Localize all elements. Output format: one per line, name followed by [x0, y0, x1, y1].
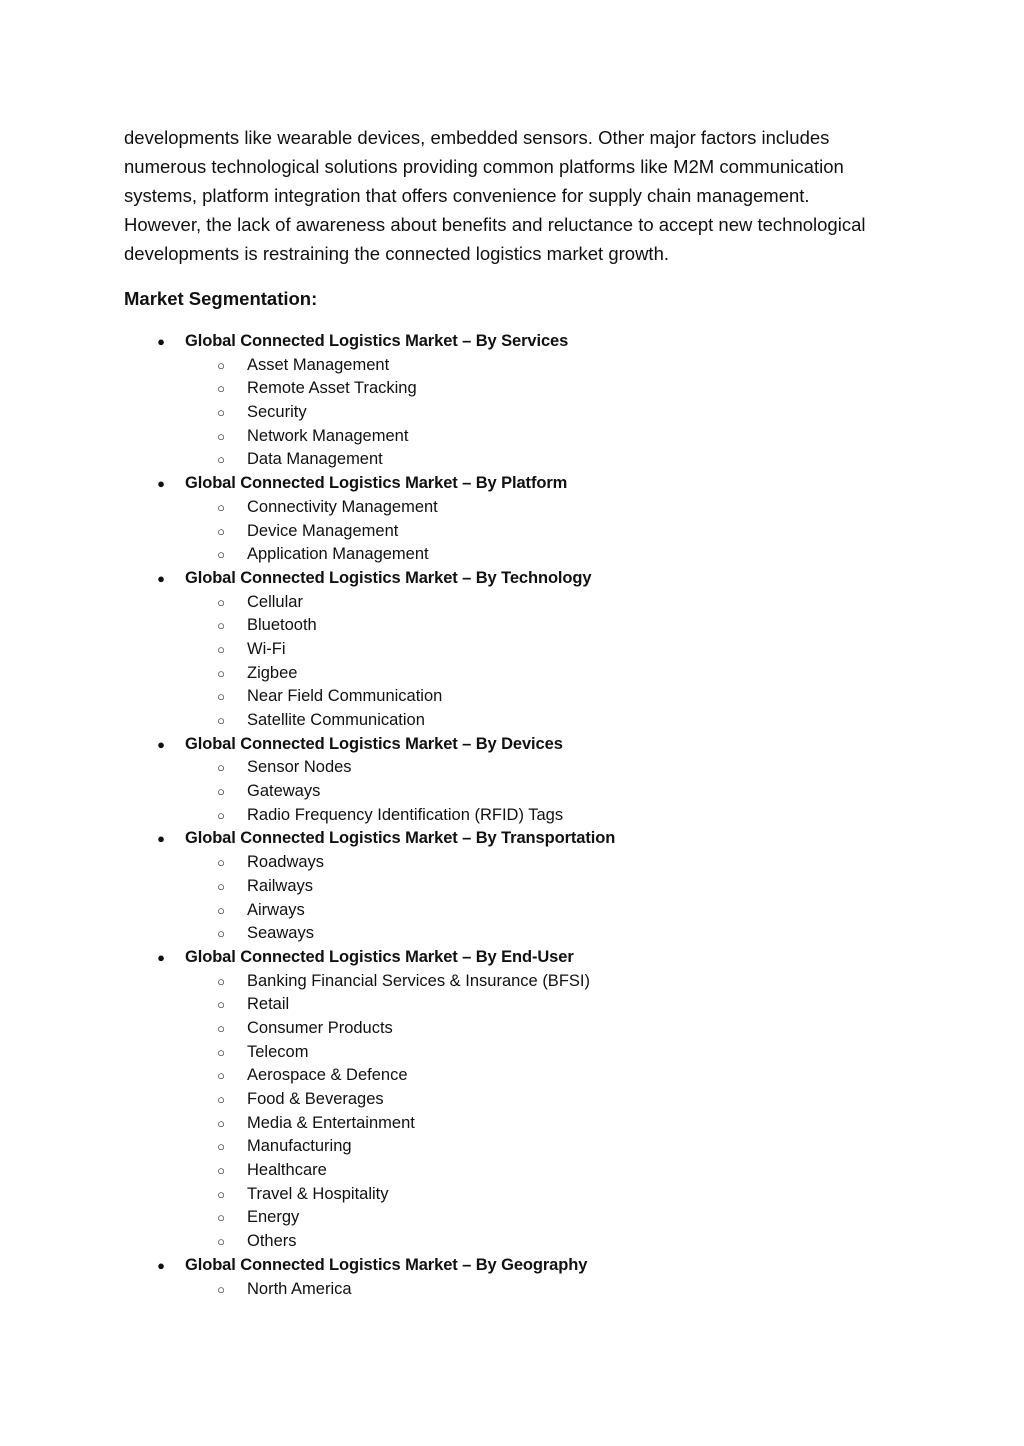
- bullet-circle-icon: ○: [217, 902, 225, 918]
- bullet-circle-icon: ○: [217, 618, 225, 634]
- bullet-dot-icon: ●: [157, 1257, 165, 1273]
- list-item-label: Energy: [247, 1208, 300, 1227]
- bullet-circle-icon: ○: [217, 1092, 225, 1107]
- bullet-dot-icon: ●: [157, 949, 165, 965]
- list-item-label: Connectivity Management: [247, 497, 438, 516]
- segment-sub-list: [0, 354, 1024, 472]
- list-item-label: Cellular: [247, 592, 303, 611]
- bullet-circle-icon: ○: [217, 381, 225, 397]
- segment-group: [0, 946, 1024, 1254]
- list-item-label: Network Management: [247, 426, 409, 445]
- segment-sub-list: [0, 496, 1024, 567]
- list-item-label: Device Management: [247, 521, 399, 540]
- list-item: [0, 970, 1024, 994]
- list-item-label: Data Management: [247, 450, 383, 469]
- bullet-circle-icon: ○: [217, 428, 225, 444]
- list-item-label: Telecom: [247, 1042, 309, 1061]
- bullet-circle-icon: ○: [217, 1044, 225, 1060]
- list-item-label: Retail: [247, 995, 290, 1014]
- list-item-label: Zigbee: [247, 663, 298, 682]
- bullet-circle-icon: ○: [217, 1234, 225, 1250]
- list-item: [0, 1112, 1024, 1136]
- bullet-circle-icon: ○: [217, 499, 225, 515]
- list-item: [0, 591, 1024, 615]
- segment-title-row: [0, 567, 1024, 591]
- list-item: [0, 425, 1024, 449]
- list-item-label: Wi-Fi: [247, 639, 286, 658]
- list-item-label: Seaways: [247, 924, 314, 943]
- segment-title-row: [0, 1254, 1024, 1278]
- list-item: [0, 1206, 1024, 1230]
- segment-group: [0, 733, 1024, 828]
- segmentation-list: [0, 330, 1024, 1301]
- intro-line: numerous technological solutions providing common platforms like M2M communication: [124, 156, 844, 177]
- bullet-dot-icon: ●: [157, 831, 165, 847]
- bullet-dot-icon: ●: [157, 334, 165, 349]
- bullet-dot-icon: ●: [157, 570, 165, 586]
- list-item-label: Consumer Products: [247, 1018, 393, 1037]
- segment-sub-list: [0, 851, 1024, 946]
- segment-group: [0, 1254, 1024, 1301]
- bullet-circle-icon: ○: [217, 713, 225, 728]
- segment-title-row: [0, 472, 1024, 496]
- segment-group: [0, 330, 1024, 472]
- list-item: [0, 1064, 1024, 1088]
- list-item: [0, 780, 1024, 804]
- list-item: [0, 1135, 1024, 1159]
- segment-sub-list: [0, 970, 1024, 1254]
- list-item: [0, 922, 1024, 946]
- intro-line: systems, platform integration that offers convenience for supply chain management.: [124, 185, 810, 206]
- list-item: [0, 804, 1024, 828]
- list-item-label: Railways: [247, 876, 314, 895]
- list-item: [0, 662, 1024, 686]
- bullet-circle-icon: ○: [217, 760, 225, 776]
- bullet-circle-icon: ○: [217, 878, 225, 894]
- segment-sub-list: [0, 1278, 1024, 1302]
- list-item: [0, 1017, 1024, 1041]
- list-item-label: Application Management: [247, 545, 429, 564]
- intro-line: developments like wearable devices, embedded sensors. Other major factors includes: [124, 127, 830, 148]
- intro-line: developments is restraining the connected logistics market growth.: [124, 243, 669, 264]
- list-item-label: Healthcare: [247, 1161, 327, 1180]
- list-item: [0, 1159, 1024, 1183]
- list-item-label: Radio Frequency Identification (RFID) Tags: [247, 805, 564, 824]
- list-item: [0, 520, 1024, 544]
- bullet-circle-icon: ○: [217, 1163, 225, 1179]
- list-item: [0, 543, 1024, 567]
- list-item-label: Sensor Nodes: [247, 758, 352, 777]
- list-item: [0, 496, 1024, 520]
- list-item-label: Banking Financial Services & Insurance (BFSI): [247, 971, 590, 990]
- bullet-dot-icon: ●: [157, 476, 165, 492]
- list-item: [0, 1088, 1024, 1112]
- list-item-label: Remote Asset Tracking: [247, 379, 417, 398]
- segment-title-row: [0, 330, 1024, 354]
- bullet-circle-icon: ○: [217, 1068, 225, 1084]
- list-item-label: Asset Management: [247, 355, 390, 374]
- bullet-circle-icon: ○: [217, 807, 225, 823]
- bullet-circle-icon: ○: [217, 689, 225, 705]
- bullet-circle-icon: ○: [217, 973, 225, 989]
- segment-sub-list: [0, 756, 1024, 827]
- section-heading: Market Segmentation:: [124, 288, 318, 309]
- segment-title-row: [0, 946, 1024, 970]
- list-item: [0, 756, 1024, 780]
- list-item-label: Media & Entertainment: [247, 1113, 415, 1132]
- bullet-circle-icon: ○: [217, 594, 225, 610]
- bullet-circle-icon: ○: [217, 641, 225, 657]
- segment-title-row: [0, 827, 1024, 851]
- bullet-circle-icon: ○: [217, 405, 225, 421]
- intro-paragraph: [124, 123, 904, 268]
- list-item-label: Airways: [247, 900, 305, 919]
- list-item-label: Others: [247, 1232, 297, 1251]
- list-item: [0, 354, 1024, 378]
- list-item-label: Bluetooth: [247, 616, 317, 635]
- bullet-circle-icon: ○: [217, 1186, 225, 1202]
- list-item-label: Aerospace & Defence: [247, 1066, 408, 1085]
- list-item-label: Security: [247, 403, 307, 422]
- list-item-label: Roadways: [247, 853, 325, 872]
- bullet-dot-icon: ●: [157, 736, 165, 752]
- bullet-circle-icon: ○: [217, 523, 225, 539]
- segment-group: [0, 567, 1024, 733]
- segment-title: Global Connected Logistics Market – By Transportation: [185, 829, 616, 848]
- intro-line: However, the lack of awareness about benefits and reluctance to accept new technological: [124, 214, 866, 235]
- list-item: [0, 614, 1024, 638]
- bullet-circle-icon: ○: [217, 926, 225, 942]
- segment-title: Global Connected Logistics Market – By Platform: [185, 474, 568, 493]
- list-item: [0, 685, 1024, 709]
- bullet-circle-icon: ○: [217, 855, 225, 871]
- list-item: [0, 875, 1024, 899]
- segment-title: Global Connected Logistics Market – By Devices: [185, 734, 563, 753]
- list-item: [0, 1278, 1024, 1302]
- segment-title: Global Connected Logistics Market – By Geography: [185, 1255, 588, 1274]
- list-item: [0, 899, 1024, 923]
- list-item: [0, 401, 1024, 425]
- bullet-circle-icon: ○: [217, 452, 225, 468]
- list-item: [0, 993, 1024, 1017]
- list-item-label: Manufacturing: [247, 1137, 352, 1156]
- segment-sub-list: [0, 591, 1024, 733]
- list-item: [0, 851, 1024, 875]
- bullet-circle-icon: ○: [217, 997, 225, 1013]
- bullet-circle-icon: ○: [217, 1281, 225, 1297]
- bullet-circle-icon: ○: [217, 1020, 225, 1036]
- list-item-label: Gateways: [247, 782, 321, 801]
- list-item: [0, 709, 1024, 733]
- bullet-circle-icon: ○: [217, 547, 225, 563]
- bullet-circle-icon: ○: [217, 1210, 225, 1226]
- list-item-label: Near Field Communication: [247, 687, 443, 706]
- list-item-label: North America: [247, 1279, 352, 1298]
- bullet-circle-icon: ○: [217, 357, 225, 373]
- list-item: [0, 377, 1024, 401]
- segment-title: Global Connected Logistics Market – By Technology: [185, 568, 592, 587]
- bullet-circle-icon: ○: [217, 784, 225, 800]
- list-item: [0, 448, 1024, 472]
- bullet-circle-icon: ○: [217, 1139, 225, 1155]
- list-item: [0, 1183, 1024, 1207]
- segment-title: Global Connected Logistics Market – By Services: [185, 332, 569, 350]
- list-item-label: Food & Beverages: [247, 1090, 384, 1108]
- list-item: [0, 638, 1024, 662]
- segment-title-row: [0, 733, 1024, 757]
- bullet-circle-icon: ○: [217, 665, 225, 681]
- list-item: [0, 1230, 1024, 1254]
- segment-title: Global Connected Logistics Market – By End-User: [185, 947, 574, 966]
- bullet-circle-icon: ○: [217, 1115, 225, 1131]
- list-item: [0, 1041, 1024, 1065]
- segment-group: [0, 472, 1024, 567]
- segment-group: [0, 827, 1024, 945]
- list-item-label: Satellite Communication: [247, 711, 425, 729]
- list-item-label: Travel & Hospitality: [247, 1184, 389, 1203]
